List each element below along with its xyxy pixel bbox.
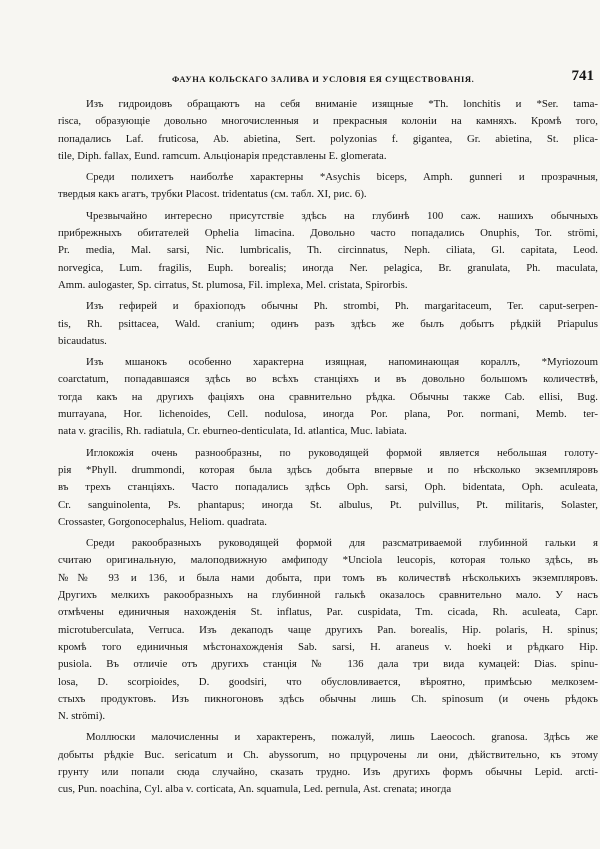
text-line: попадались Laf. fruticosa, Ab. abietina, Sert. polyzonias f. gigantea, Gr. abietina, St. plica-	[58, 132, 598, 145]
text-line: tis, Rh. psittacea, Wald. cranium; одинъ разъ здѣсь же былъ добытъ рѣдкій Priapulus	[58, 317, 598, 330]
paragraph	[58, 208, 598, 294]
text-line: N. strömi).	[58, 710, 106, 723]
text-line: Изъ гидроидовъ обращаютъ на себя вниманіе изящные *Th. lonchitis и *Ser. tama-	[86, 98, 598, 110]
text-line: кромѣ того единичныя мѣстонахожденія Sab. sarsi, H. araneus v. hoeki и рѣдкаго Hip.	[58, 640, 598, 653]
text-line: coarctatum, попадавшаяся здѣсь во всѣхъ станціяхъ и въ довольно большомъ количествѣ,	[58, 373, 598, 386]
text-line: отмѣчены единичныя нахожденія St. inflatus, Par. cuspidata, Tm. cicada, Rh. aculeata, Capr.	[58, 606, 598, 619]
text-line: тогда какъ на другихъ фаціяхъ она сравнительно рѣдка. Обычны также Cab. ellisi, Bug.	[58, 390, 598, 403]
paragraph	[58, 729, 598, 798]
paragraph	[58, 169, 598, 204]
text-line: Иглокожія очень разнообразны, по руководящей формой является небольшая голоту-	[86, 446, 598, 459]
paragraph	[58, 298, 598, 350]
text-line: грунту или попали сюда случайно, сказать трудно. Изъ другихъ формъ обычны Lepid. arcti-	[58, 765, 598, 778]
text-line: Изъ мшанокъ особенно характерна изящная, напоминающая кораллъ, *Myriozoum	[86, 356, 598, 369]
text-line: №№ 93 и 136, и была нами добыта, при томъ въ количествѣ нѣсколькихъ экземпляровъ.	[58, 571, 598, 584]
text-line: norvegica, Lum. fragilis, Euph. borealis; иногда Ner. pelagica, Br. granulata, Ph. maculata,	[58, 261, 598, 274]
text-line: Среди ракообразныхъ руководящей формой для разсматриваемой глубинной гальки я	[86, 537, 598, 550]
paragraph	[58, 354, 598, 440]
text-line: Cr. sanguinolenta, Ps. phantapus; иногда St. albulus, Pt. pulvillus, Pt. militaris, Solaster,	[58, 498, 598, 511]
text-line: Чрезвычайно интересно присутствіе здѣсь на глубинѣ 100 саж. нашихъ обычныхъ	[86, 209, 598, 222]
text-line: pusiola. Въ отличіе отъ другихъ станція № 136 дала три вида кумацей: Dias. spinu-	[58, 658, 598, 671]
text-line: Другихъ мелкихъ ракообразныхъ на глубинной галькѣ оказалось сравнительно мало. У насъ	[58, 589, 598, 602]
text-line: прибрежныхъ обитателей Ophelia limacina. Довольно часто попадались Onuphis, Tor. strömi,	[58, 227, 598, 240]
text-line: добыты рѣдкіе Buc. sericatum и Ch. abyssorum, но прцурочены ли они, дѣйствительно, къ этому	[58, 748, 598, 761]
paragraph	[58, 96, 598, 165]
text-line: murrayana, Hor. lichenoides, Cell. nodulosa, иногда Por. plana, Por. normani, Memb. ter-	[58, 408, 598, 421]
text-line: microtuberculata, Verruca. Изъ декаподъ чаще другихъ Pan. borealis, Hip. polaris, H. spinus;	[58, 623, 598, 636]
text-line: Изъ гефирей и брахіоподъ обычны Ph. strombi, Ph. margaritaceum, Ter. caput-serpen-	[86, 300, 598, 313]
text-line: tile, Diph. fallax, Eund. ramcum. Альціонарія представлены E. glomerata.	[58, 149, 387, 162]
text-line: Amm. aulogaster, Sp. cirratus, St. plumosa, Fil. implexa, Mel. cristata, Spirorbis.	[58, 278, 408, 291]
text-line: Среди полихетъ наиболѣе характерны *Asychis biceps, Amph. gunneri и прозрачныя,	[86, 171, 598, 184]
paragraph	[58, 445, 598, 531]
text-line: твердыя какъ агатъ, трубки Placost. tridentatus (см. табл. XI, рис. 6).	[58, 188, 367, 201]
text-line: nata v. gracilis, Rh. radiatula, Cr. eburneo-denticulata, Id. atlantica, Muc. labiata.	[58, 425, 407, 438]
text-line: losa, D. scorpioides, D. goodsiri, что обусловливается, вѣроятно, примѣсью мелкозем-	[58, 675, 598, 688]
text-line: стыхъ продуктовъ. Изъ пикногоновъ здѣсь обычны лишь Ch. spinosum (и очень рѣдокъ	[58, 692, 598, 705]
text-line: Моллюски малочисленны и характеренъ, пожалуй, лишь Laeococh. granosa. Здѣсь же	[86, 731, 598, 744]
text-line: cus, Pun. noachina, Cyl. alba v. corticata, An. squamula, Led. pernula, Ast. crenata; иногда	[58, 783, 452, 796]
text-line: въ трехъ станціяхъ. Часто попадались здѣсь Oph. sarsi, Oph. bidentata, Oph. aculeata,	[58, 481, 598, 494]
page-number: 741	[571, 68, 594, 84]
text-line: считаю оригинальную, малоподвижную амфиподу *Unciola leucopis, которая только здѣсь, въ	[58, 554, 598, 567]
text-line: risca, образующіе довольно многочисленныя и прекрасныя колоніи на камняхъ. Кромѣ того,	[58, 115, 598, 128]
paragraph	[58, 535, 598, 725]
text-line: bicaudatus.	[58, 334, 107, 347]
text-line: Crossaster, Gorgonocephalus, Heliom. quadrata.	[58, 515, 267, 528]
running-header: ФАУНА КОЛЬСКАГО ЗАЛИВА И УСЛОВІЯ ЕЯ СУЩЕСТВОВАНІЯ.	[172, 74, 475, 84]
page-body	[58, 96, 598, 799]
text-line: Pr. media, Mal. sarsi, Nic. lumbricalis, Th. circinnatus, Neph. ciliata, Gl. capitata, Leod.	[58, 244, 598, 257]
text-line: рія *Phyll. drummondi, которая была здѣсь добыта впервые и по нѣсколько экземпляровъ	[58, 463, 598, 476]
